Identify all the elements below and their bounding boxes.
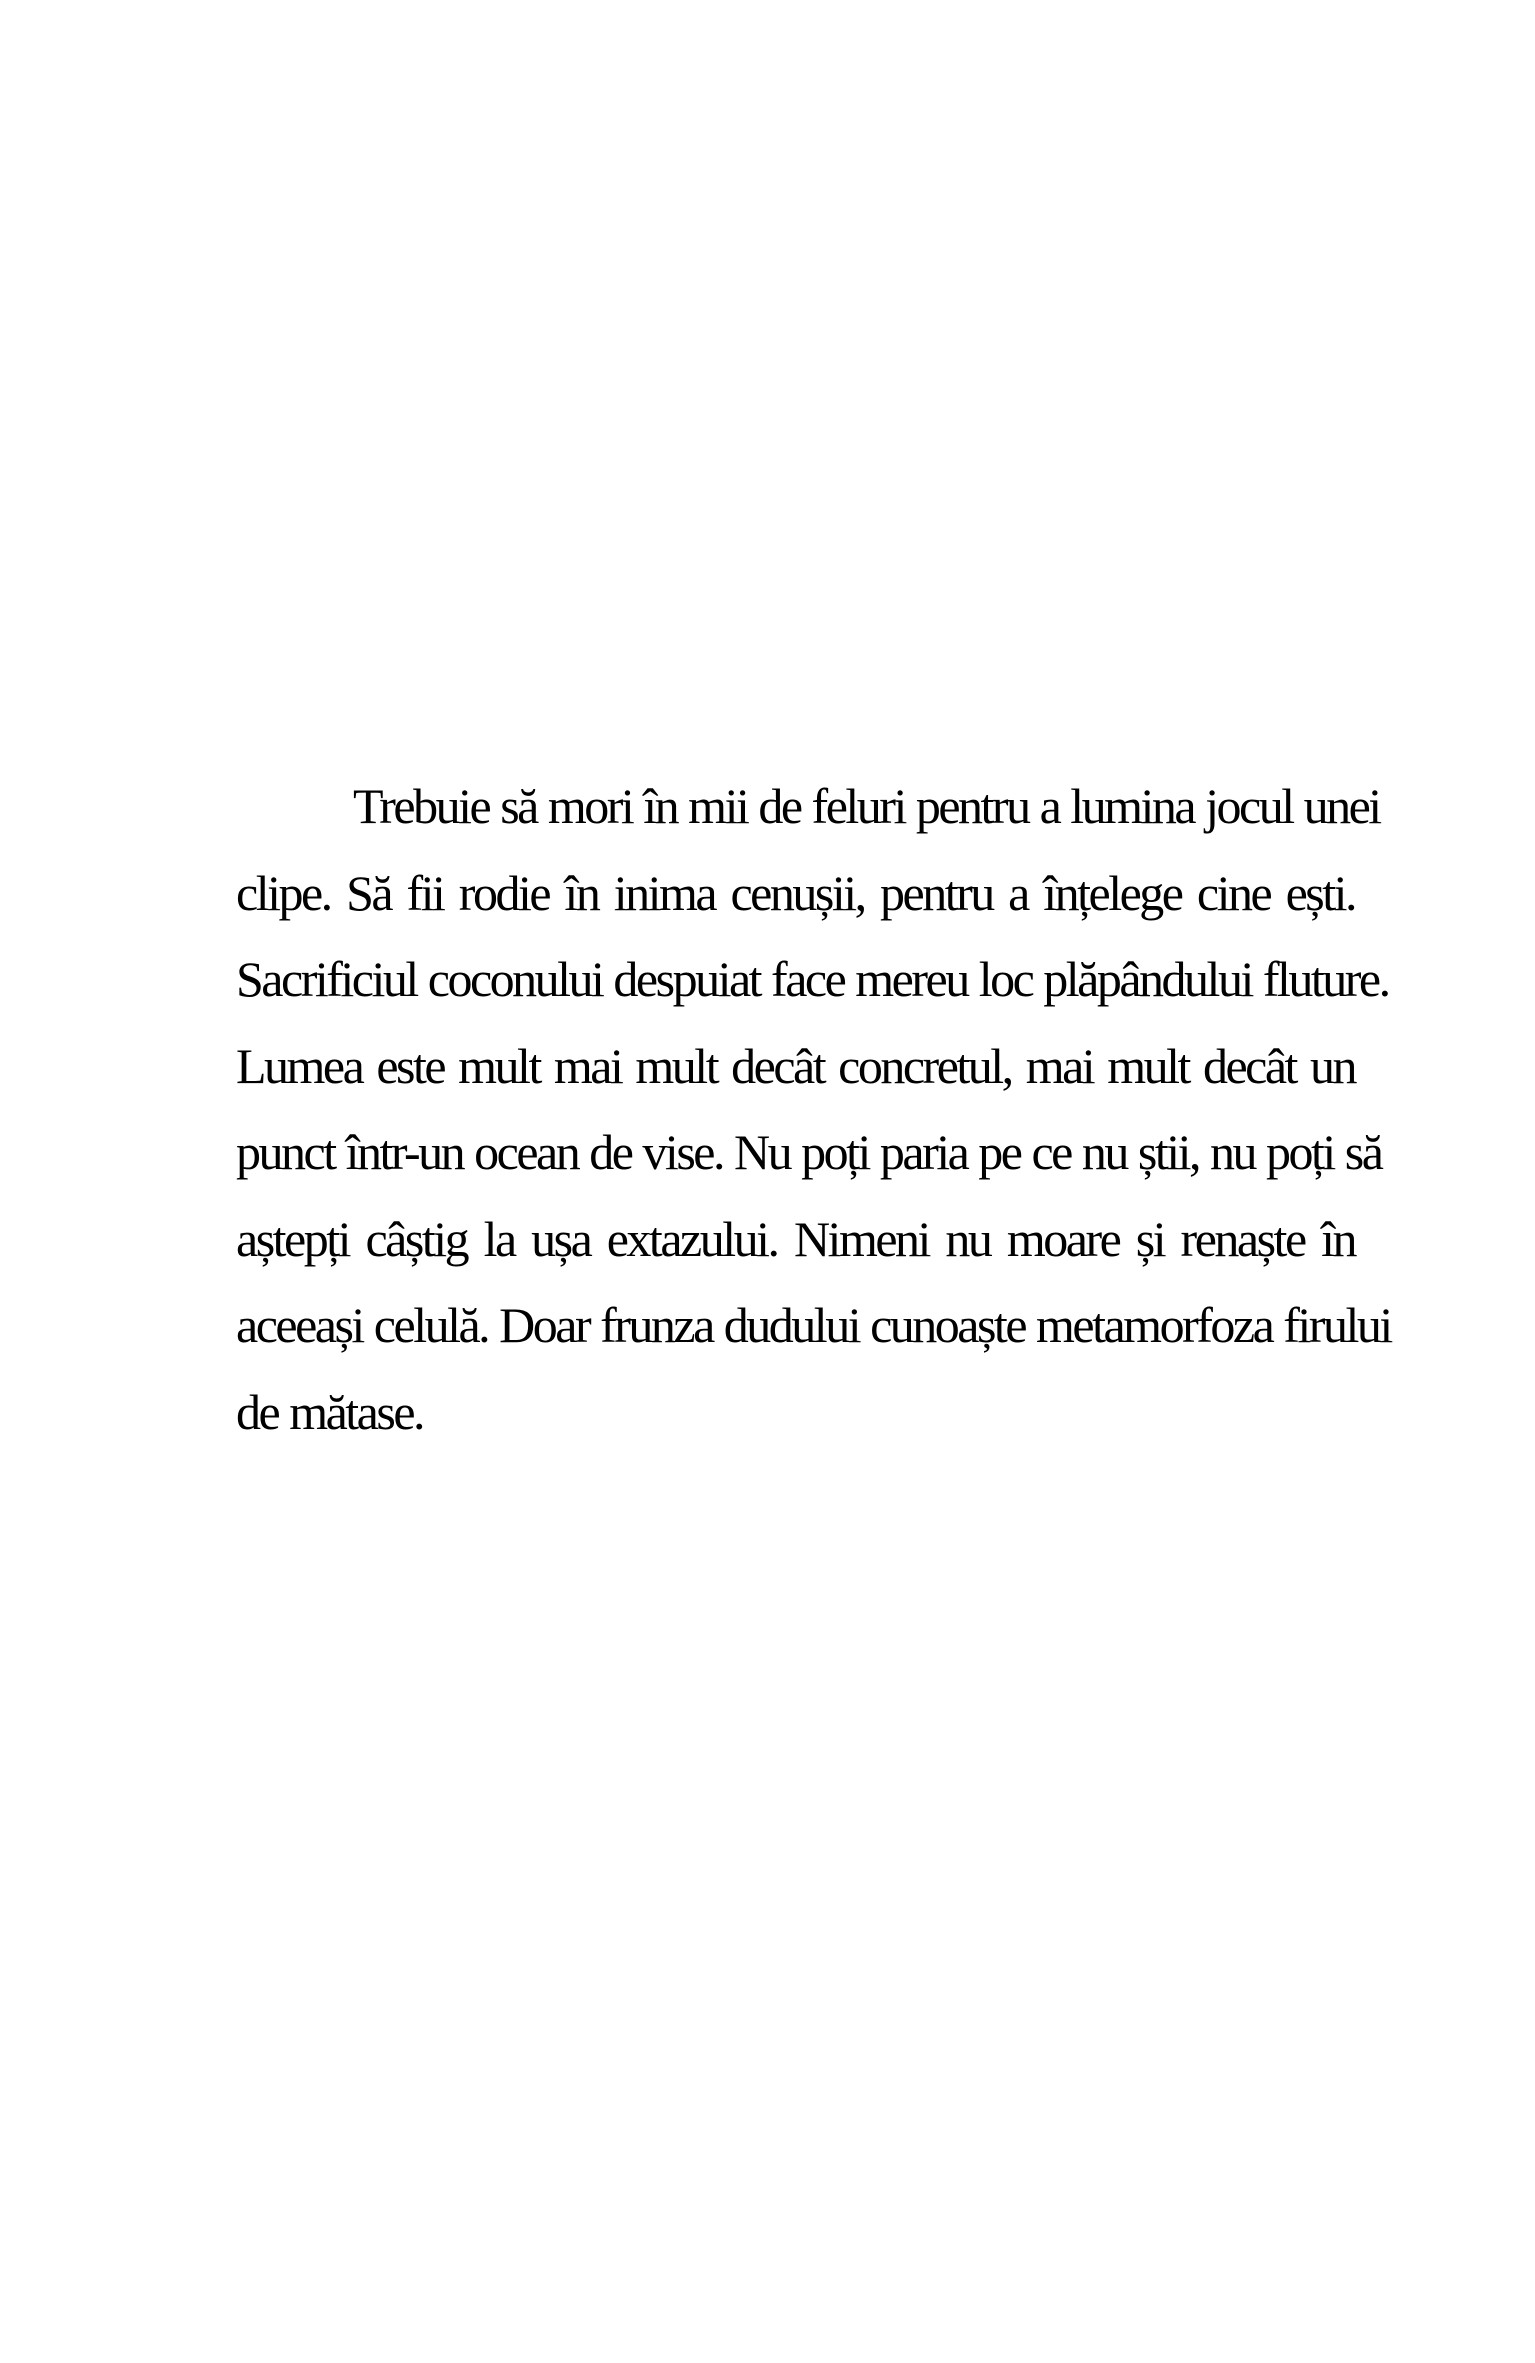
- paragraph-line: aceeași celulă. Doar frunza dudului cunoaște metamorfoza firului: [236, 1297, 1391, 1353]
- paragraph-line: Trebuie să mori în mii de feluri pentru a lumina jocul unei: [353, 778, 1380, 834]
- body-paragraph: [236, 763, 1391, 1455]
- paragraph-line: aștepți câștig la ușa extazului. Nimeni nu moare și renaște în: [236, 1210, 1355, 1267]
- paragraph-line: de mătase.: [236, 1383, 424, 1440]
- paragraph-line: punct într-un ocean de vise. Nu poți paria pe ce nu știi, nu poți să: [236, 1124, 1382, 1180]
- paragraph-line: Lumea este mult mai mult decât concretul, mai mult decât un: [236, 1037, 1355, 1094]
- paragraph-line: clipe. Să fii rodie în inima cenușii, pentru a înțelege cine ești.: [236, 864, 1355, 921]
- paragraph-line: Sacrificiul coconului despuiat face mereu loc plăpândului fluture.: [236, 951, 1389, 1007]
